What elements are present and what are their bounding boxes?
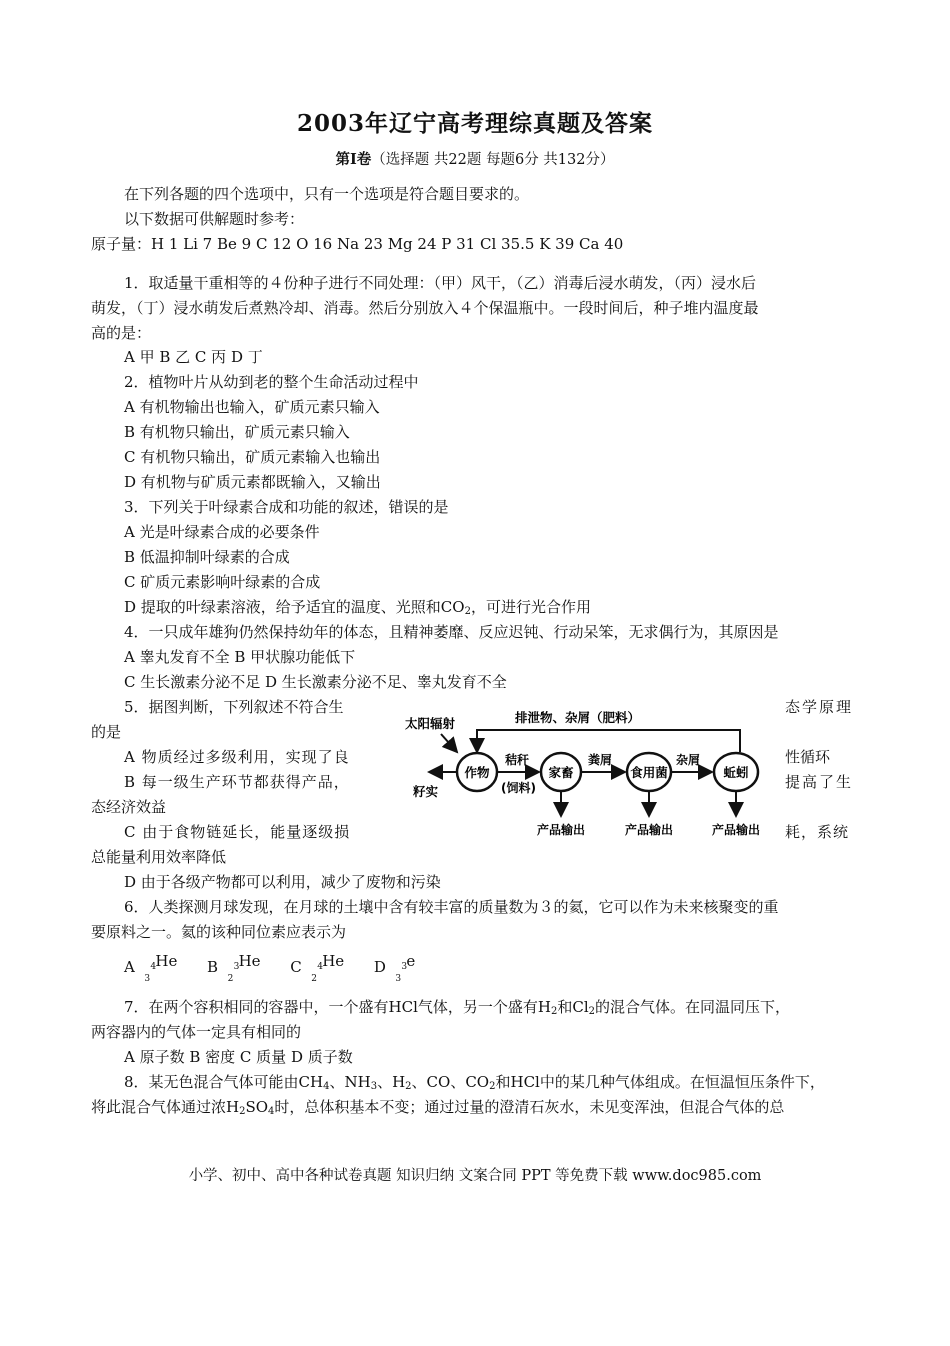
question-5-stem-right: 态学原理 (785, 698, 854, 716)
feed-label: (饲料) (501, 781, 536, 795)
isotope-b: 3 2 He (227, 952, 261, 984)
node-earthworm-label: 蚯蚓 (723, 765, 749, 780)
question-4-stem: 4．一只成年雄狗仍然保持幼年的体态，且精神萎靡、反应迟钝、行动呆笨，无求偶行为，其原因是 (124, 623, 779, 641)
question-8-line-1: 8．某无色混合气体可能由$CH_4$、$NH_3$、$H_2$、CO、$CO_2$和HCl中的某几种气体组成。在恒温恒压条件下， (124, 1073, 825, 1092)
isotope-a: 4 3 He (144, 952, 178, 984)
question-4-options-ab: A 睾丸发育不全 B 甲状腺功能低下 (124, 648, 356, 666)
eco-agriculture-diagram (405, 700, 780, 848)
instructions: 在下列各题的四个选项中，只有一个选项是符合题目要求的。 (124, 185, 530, 203)
grain-label: 籽实 (413, 784, 439, 799)
question-3-option-c: C 矿质元素影响叶绿素的合成 (124, 573, 321, 591)
question-5-stem-cont: 的是 (91, 723, 122, 741)
section-info: （选择题 共22题 每题6分 共132分） (371, 152, 615, 168)
page-footer: 小学、初中、高中各种试卷真题 知识归纳 文案合同 PPT 等免费下载 www.doc985.com (188, 1168, 762, 1184)
question-2-option-a: A 有机物输出也输入，矿质元素只输入 (124, 398, 380, 416)
question-6-line-2: 要原料之一。氦的该种同位素应表示为 (91, 923, 347, 941)
question-5-option-c: C 由于食物链延长，能量逐级损 (124, 823, 351, 841)
question-5-option-b: B 每一级生产环节都获得产品， (124, 773, 350, 791)
stalk-label: 秸秆 (505, 753, 530, 767)
question-5-option-c-cont: 总能量利用效率降低 (91, 848, 227, 866)
output-label-earthworm: 产品输出 (711, 823, 761, 837)
node-crop-label: 作物 (464, 765, 490, 780)
sun-label: 太阳辐射 (405, 716, 456, 731)
question-3-option-d: D 提取的叶绿素溶液，给予适宜的温度、光照和$CO_2$，可进行光合作用 (124, 598, 591, 617)
node-livestock-label: 家畜 (548, 765, 574, 780)
node-mushroom-label: 食用菌 (630, 765, 668, 780)
sun-arrow (441, 734, 457, 752)
question-1-options: A 甲 B 乙 C 丙 D 丁 (124, 348, 263, 366)
question-3-stem: 3．下列关于叶绿素合成和功能的叙述，错误的是 (124, 498, 449, 516)
question-8-line-2: 将此混合气体通过浓$H_2SO_4$时，总体积基本不变；通过过量的澄清石灰水，未见变浑浊，但混合气体的总 (91, 1098, 785, 1117)
question-7-options: A 原子数 B 密度 C 质量 D 质子数 (124, 1048, 353, 1066)
question-6-line-1: 6．人类探测月球发现，在月球的土壤中含有较丰富的质量数为３的氦，它可以作为未来核聚变的重 (124, 898, 779, 916)
question-5-option-c-tail: 耗，系统 (785, 823, 850, 841)
dung-label: 粪屑 (588, 753, 613, 767)
question-3-option-a: A 光是叶绿素合成的必要条件 (124, 523, 320, 541)
question-5-option-b-tail: 提高了生 (785, 773, 854, 791)
atomic-masses: 原子量：H 1 Li 7 Be 9 C 12 O 16 Na 23 Mg 24 P 31 Cl 35.5 K 39 Ca 40 (91, 235, 624, 253)
waste-label: 杂屑 (676, 753, 701, 767)
question-5-option-a: A 物质经过多级利用，实现了良 (124, 748, 350, 766)
question-5-option-d: D 由于各级产物都可以利用，减少了废物和污染 (124, 873, 441, 891)
question-3-option-b: B 低温抑制叶绿素的合成 (124, 548, 290, 566)
question-2-stem: 2．植物叶片从幼到老的整个生命活动过程中 (124, 373, 419, 391)
question-5-option-b-cont: 态经济效益 (91, 798, 167, 816)
question-6-options: A 4 3 He B 3 2 He C 4 2 He D 3 3 e (124, 950, 429, 978)
isotope-c: 4 2 He (311, 952, 345, 984)
reference-note: 以下数据可供解题时参考： (124, 210, 305, 228)
question-5-option-a-tail: 性循环 (785, 748, 831, 766)
output-label-livestock: 产品输出 (536, 823, 586, 837)
question-2-option-c: C 有机物只输出，矿质元素输入也输出 (124, 448, 381, 466)
isotope-d: 3 3 e (395, 952, 416, 984)
question-1-line-3: 高的是： (91, 324, 152, 342)
question-1-line-2: 萌发，（丁）浸水萌发后煮熟冷却、消毒。然后分别放入４个保温瓶中。一段时间后，种子堆内温度最 (91, 299, 759, 317)
question-4-options-cd: C 生长激素分泌不足 D 生长激素分泌不足、睾丸发育不全 (124, 673, 507, 691)
question-5-stem-left: 5．据图判断，下列叙述不符合生 (124, 698, 344, 716)
section-label: 第Ⅰ卷 (335, 151, 372, 168)
question-2-option-d: D 有机物与矿质元素都既输入，又输出 (124, 473, 381, 491)
output-label-mushroom: 产品输出 (624, 823, 674, 837)
question-1-line-1: 1．取适量干重相等的４份种子进行不同处理：（甲）风干，（乙）消毒后浸水萌发，（丙）浸水后 (124, 274, 757, 292)
page-title: 2003年辽宁高考理综真题及答案 (296, 110, 653, 137)
question-7-line-1: 7．在两个容积相同的容器中，一个盛有HCl气体，另一个盛有$H_2$和$Cl_2$的混合气体。在同温同压下， (124, 998, 791, 1017)
question-7-line-2: 两容器内的气体一定具有相同的 (91, 1023, 302, 1041)
section-subtitle (0, 148, 950, 169)
feedback-arrow (477, 730, 740, 752)
question-2-option-b: B 有机物只输出，矿质元素只输入 (124, 423, 350, 441)
feedback-label: 排泄物、杂屑（肥料） (515, 710, 641, 725)
